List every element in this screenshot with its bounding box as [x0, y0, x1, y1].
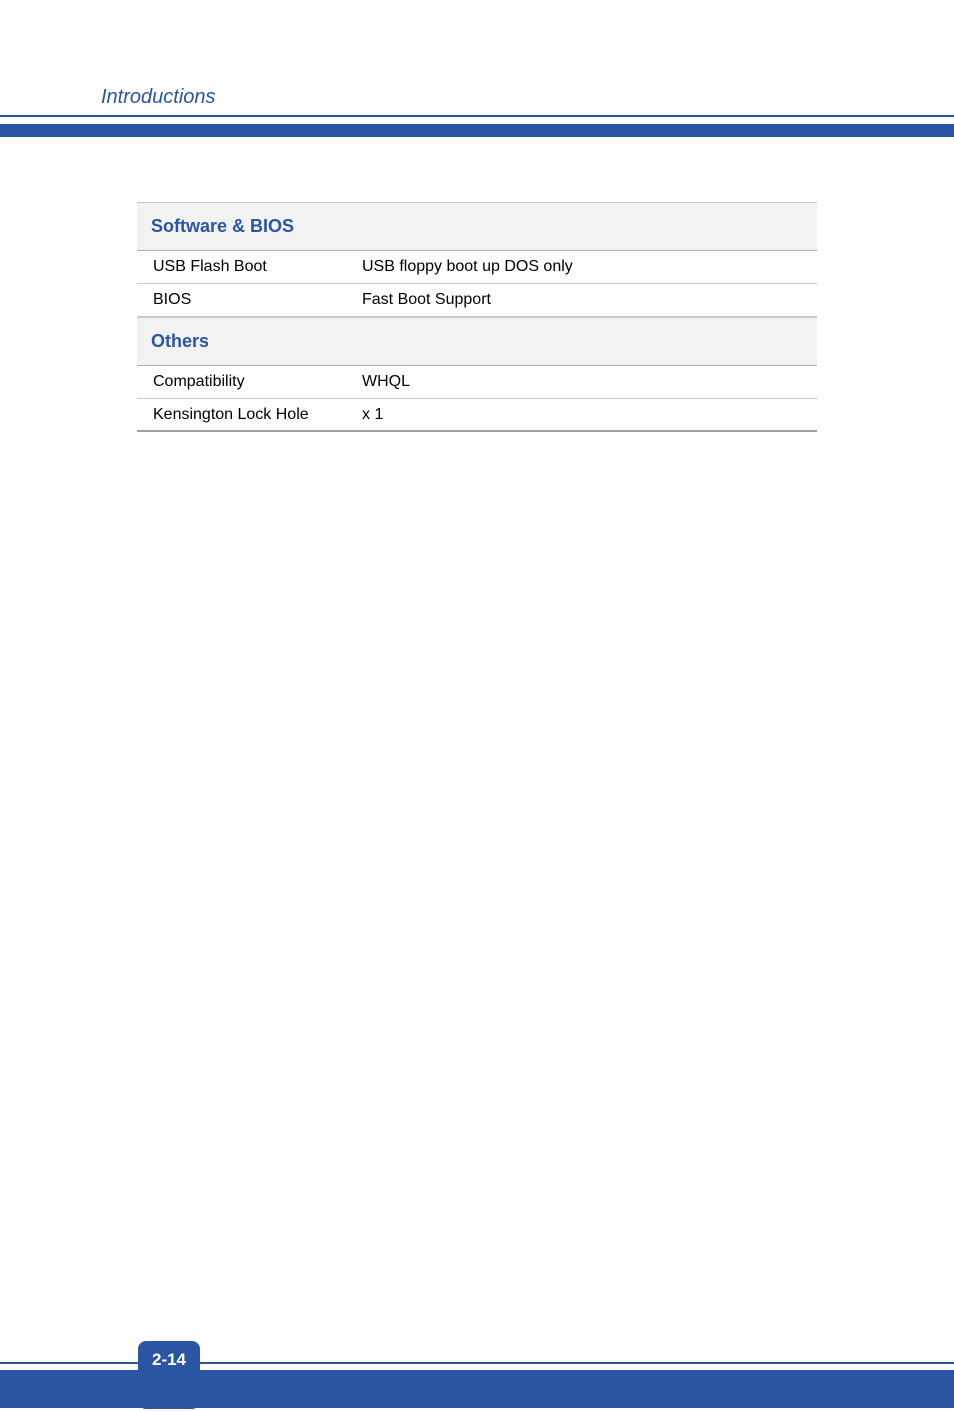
spec-label: Compatibility — [153, 373, 245, 390]
header-bar — [0, 124, 954, 137]
page-header-title: Introductions — [101, 86, 216, 108]
table-row — [137, 284, 817, 317]
section-header-others — [137, 317, 817, 366]
table-row — [137, 399, 817, 432]
spec-value: USB floppy boot up DOS only — [362, 258, 573, 275]
table-row — [137, 366, 817, 399]
spec-value: WHQL — [362, 373, 410, 390]
table-row — [137, 251, 817, 284]
section-header-software-bios — [137, 202, 817, 251]
section-title: Others — [151, 331, 210, 351]
section-title: Software & BIOS — [151, 216, 295, 236]
spec-label: USB Flash Boot — [153, 258, 267, 275]
spec-value: x 1 — [362, 405, 384, 423]
spec-value: Fast Boot Support — [362, 291, 491, 308]
page-number: 2-14 — [151, 1350, 187, 1369]
spec-table — [137, 202, 817, 432]
header-rule — [0, 115, 954, 117]
spec-label: BIOS — [153, 291, 192, 308]
spec-label: Kensington Lock Hole — [153, 405, 309, 423]
